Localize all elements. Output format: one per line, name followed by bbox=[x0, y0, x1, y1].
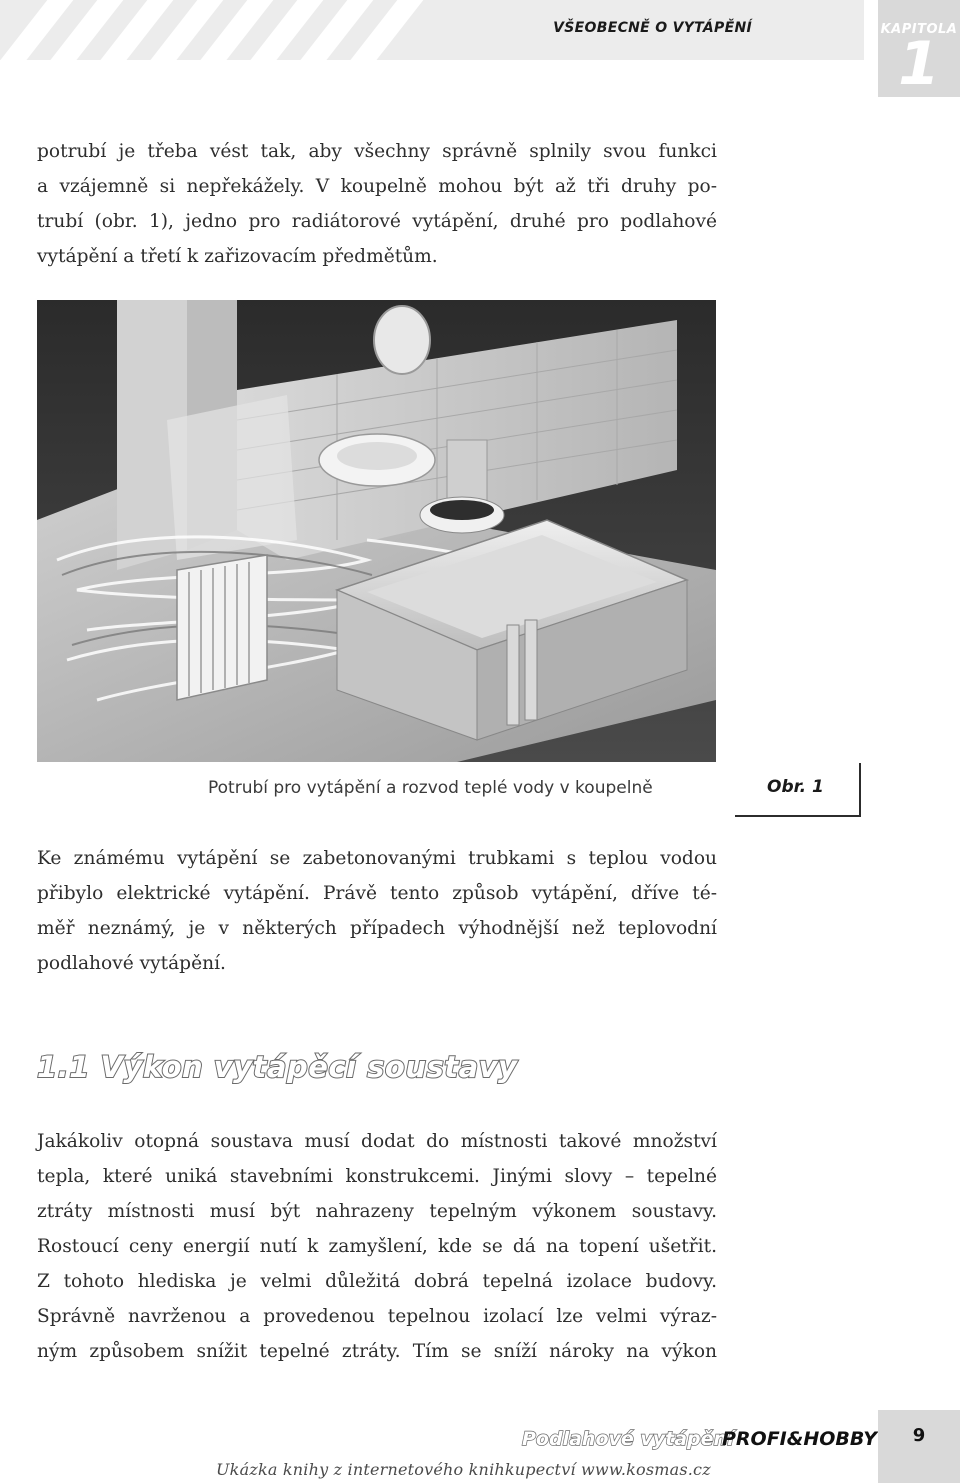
text-line: tepla, které uniká stavebními konstrukcemi. Jinými slovy – tepelné bbox=[37, 1166, 717, 1187]
text-line: vytápění a třetí k zařizovacím předmětům. bbox=[37, 246, 438, 267]
bathroom-illustration bbox=[37, 300, 716, 762]
header-band bbox=[0, 0, 864, 60]
page-number-box bbox=[878, 1410, 960, 1483]
magazine-logo: PROFI&HOBBY bbox=[722, 1428, 878, 1450]
intro-paragraph bbox=[37, 134, 717, 274]
text-line: Ke známému vytápění se zabetonovanými trubkami s teplou vodou bbox=[37, 848, 717, 869]
chapter-label: KAPITOLA bbox=[880, 22, 958, 37]
text-line: měř neznámý, je v některých případech výhodnější než teplovodní bbox=[37, 918, 717, 939]
chapter-number: 1 bbox=[898, 29, 940, 99]
text-line: přibylo elektrické vytápění. Právě tento způsob vytápění, dříve té- bbox=[37, 883, 717, 904]
chapter-box bbox=[878, 0, 960, 97]
bathroom-heating-diagram bbox=[37, 300, 716, 762]
text-line: ztráty místnosti musí být nahrazeny tepelným výkonem soustavy. bbox=[37, 1201, 717, 1222]
text-line: ným způsobem snížit tepelné ztráty. Tím se sníží nároky na výkon bbox=[37, 1341, 717, 1362]
figure-caption: Potrubí pro vytápění a rozvod teplé vody v koupelně bbox=[208, 778, 653, 798]
text-line: Správně navrženou a provedenou tepelnou izolací lze velmi výraz- bbox=[37, 1306, 717, 1327]
radiator bbox=[177, 555, 267, 700]
text-line: potrubí je třeba vést tak, aby všechny správně splnily svou funkci bbox=[37, 141, 717, 162]
text-line: Z tohoto hlediska je velmi důležitá dobrá tepelná izolace budovy. bbox=[37, 1271, 717, 1292]
text-line: Jakákoliv otopná soustava musí dodat do místnosti takové množství bbox=[37, 1131, 717, 1152]
text-line: a vzájemně si nepřekážely. V koupelně mohou být až tři druhy po- bbox=[37, 176, 717, 197]
text-line: podlahové vytápění. bbox=[37, 953, 226, 974]
figure-label-box bbox=[735, 763, 861, 817]
bookshop-watermark: Ukázka knihy z internetového knihkupectví www.kosmas.cz bbox=[216, 1460, 711, 1479]
section-heading: 1.1 Výkon vytápěcí soustavy bbox=[37, 1050, 518, 1084]
paragraph-electric-heating bbox=[37, 841, 717, 981]
book-title: Podlahové vytápění bbox=[522, 1428, 734, 1450]
running-title: VŠEOBECNĚ O VYTÁPĚNÍ bbox=[553, 20, 752, 36]
text-line: trubí (obr. 1), jedno pro radiátorové vytápění, druhé pro podlahové bbox=[37, 211, 717, 232]
text-line: Rostoucí ceny energií nutí k zamyšlení, kde se dá na topení ušetřit. bbox=[37, 1236, 717, 1257]
figure-label: Obr. 1 bbox=[767, 777, 824, 797]
page-number: 9 bbox=[912, 1425, 926, 1446]
paragraph-heating-power bbox=[37, 1124, 717, 1369]
